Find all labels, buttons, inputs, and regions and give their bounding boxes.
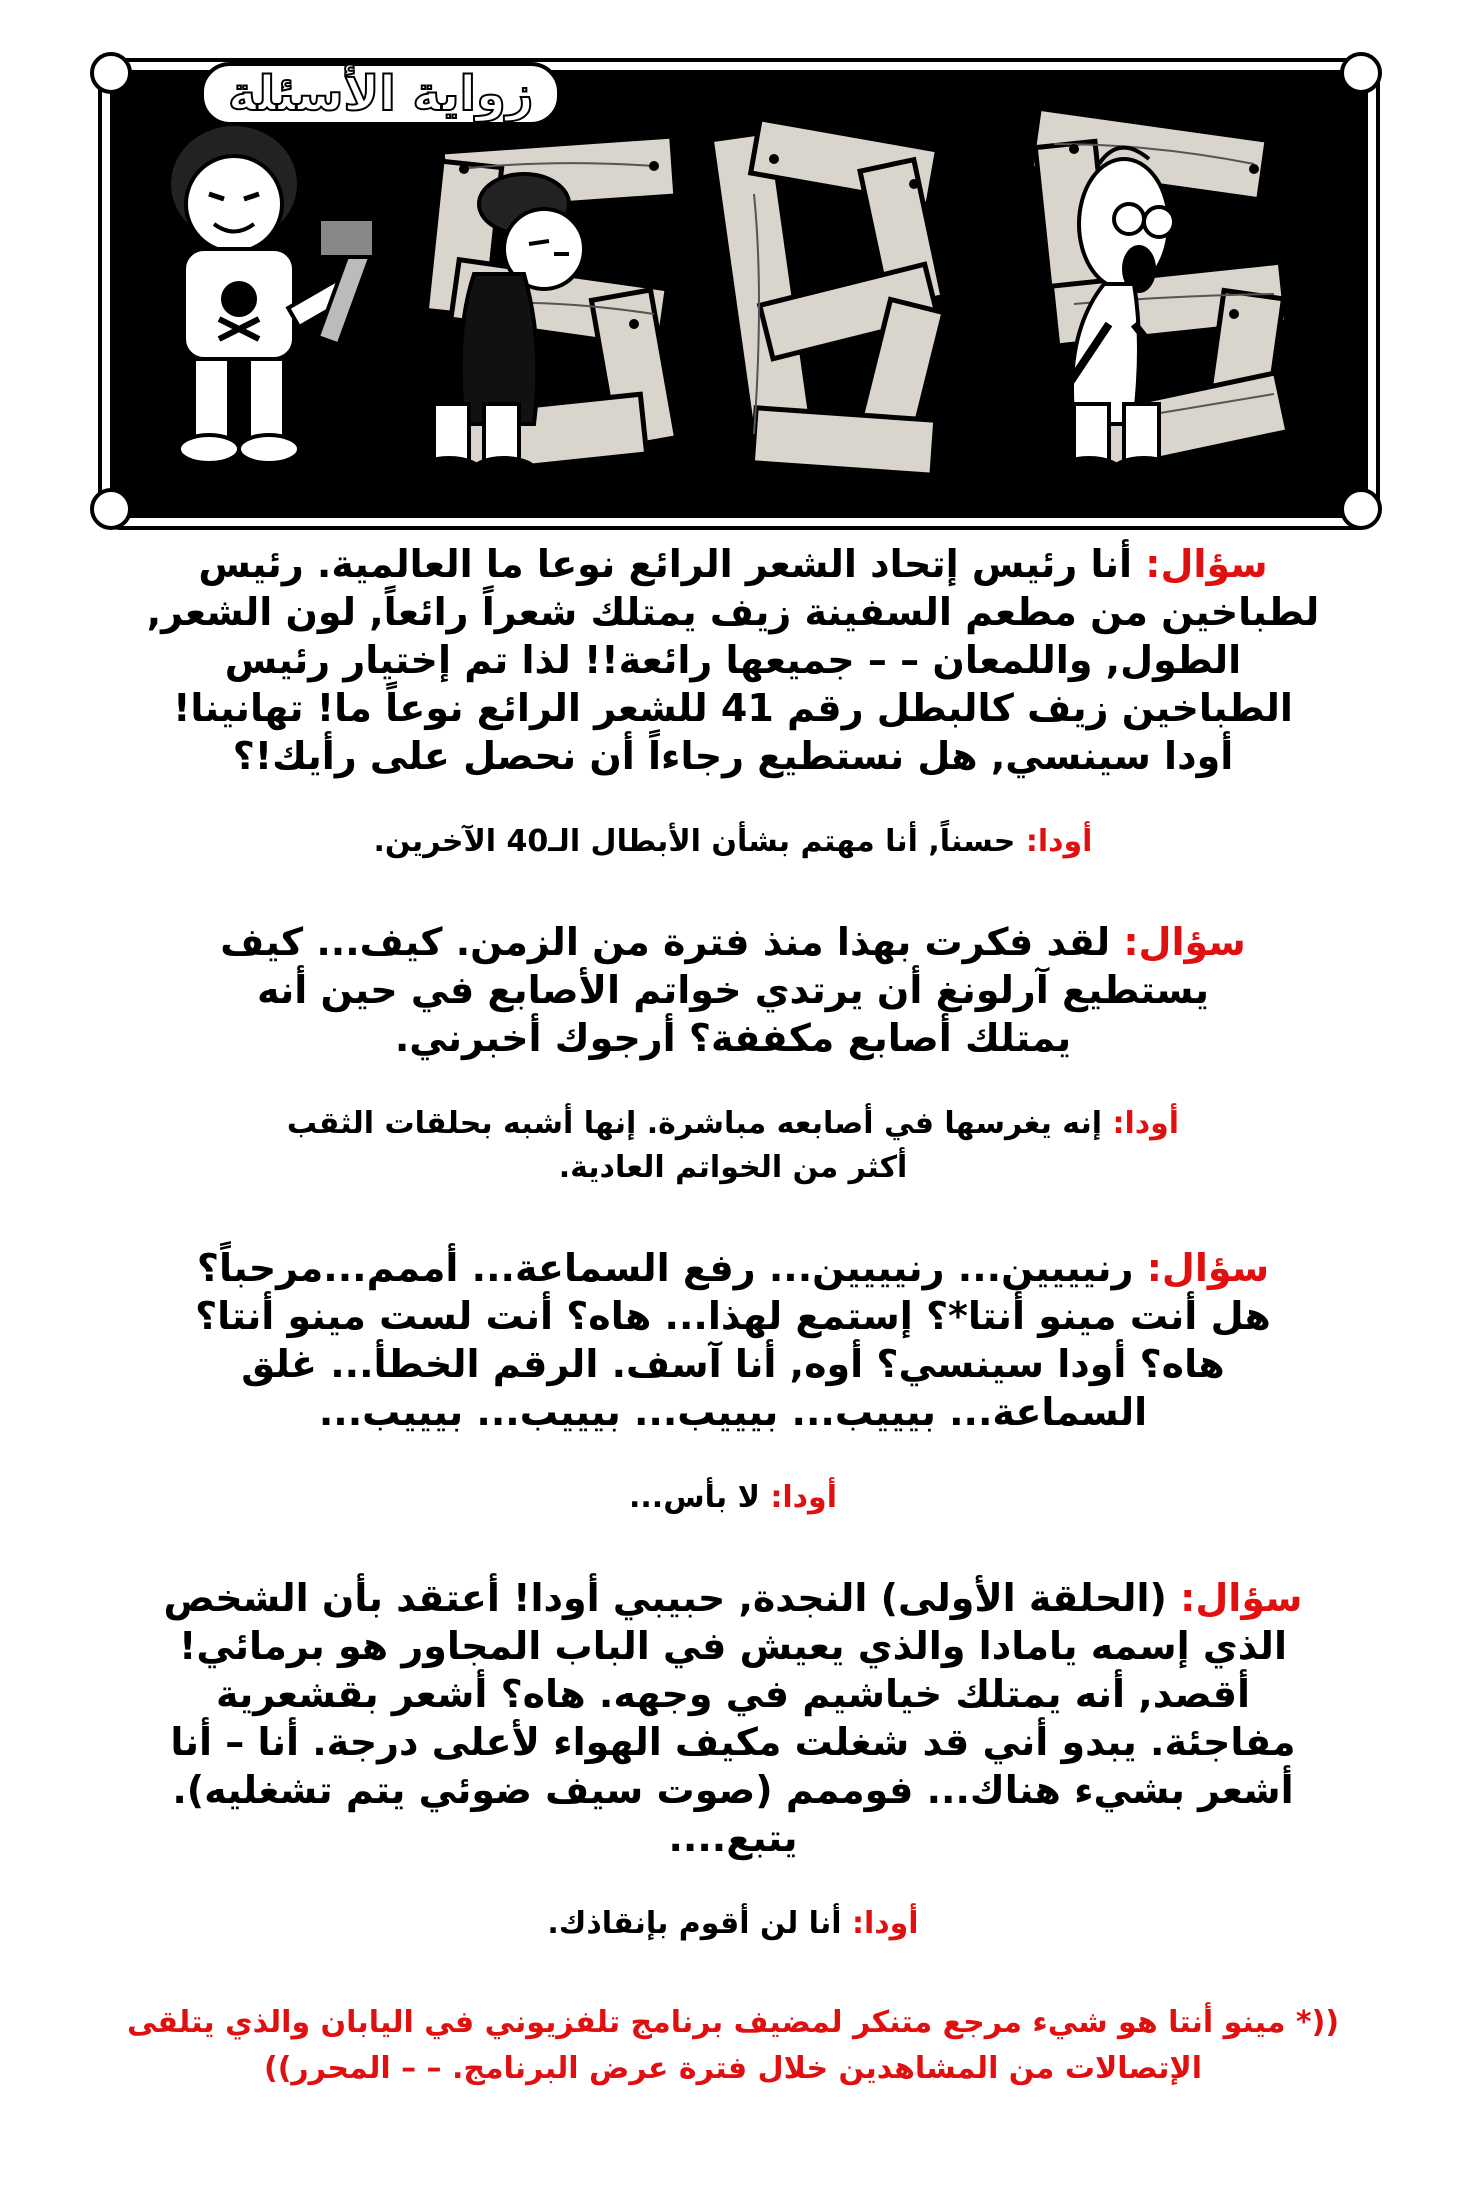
qa-section [0,540,1466,2092]
answer-block [183,820,1283,864]
question-block [193,1244,1273,1436]
answer-text: أنا لن أقوم بإنقاذك. [547,1906,842,1941]
frame-curl-decoration [1340,52,1382,94]
answer-block [283,1102,1183,1190]
question-label: سؤال: [1146,1246,1270,1290]
footnote: ((* مينو أنتا هو شيء مرجع متنكر لمضيف برنامج تلفزيوني في اليابان والذي يتلقى الإتصالات من المشاهدين خلال فترة عرض البرنامج. – – المحرر)) [126,2005,1340,2086]
question-label: سؤال: [1180,1576,1303,1620]
question-text: (الحلقة الأولى) النجدة, حبيبي أودا! أعتقد بأن الشخص الذي إسمه يامادا والذي يعيش في الباب المجاور هو برمائي! أقصد, أنه يمتلك خياشيم في وجهه. هاه؟ أشعر بقشعرية مفاجئة. يبدو أني قد شغلت مكيف الهواء لأعلى درجة. أنا – أنا أشعر بشيء هناك... فوممم (صوت سيف ضوئي يتم تشغليه). يتبع.... [163,1576,1296,1860]
question-text: أنا رئيس إتحاد الشعر الرائع نوعا ما العالمية. رئيس لطباخين من مطعم السفينة زيف يمتلك شعراً رائعاً, لون الشعر, الطول, واللمعان – – جميعها رائعة!! لذا تم إختيار رئيس الطباخين زيف كالبطل رقم 41 للشعر الرائع نوعاً ما! تهانينا! أودا سينسي, هل نستطيع رجاءاً أن نحصل على رأيك!؟ [146,542,1320,778]
answer-block [183,1476,1283,1520]
frame-curl-decoration [90,52,132,94]
question-label: سؤال: [1145,542,1268,586]
question-block [208,918,1258,1062]
answer-label: أودا: [770,1480,837,1515]
question-block [133,540,1333,780]
answer-label: أودا: [1025,824,1093,859]
frame-curl-decoration [1340,488,1382,530]
answer-block [183,1902,1283,1946]
question-label: سؤال: [1123,920,1246,964]
section-title: زواية الأسئلة [200,62,561,126]
answer-text: لا بأس... [629,1480,760,1515]
answer-text: إنه يغرسها في أصابعه مباشرة. إنها أشبه بحلقات الثقب أكثر من الخواتم العادية. [286,1106,1103,1185]
answer-label: أودا: [851,1906,919,1941]
answer-text: حسناً, أنا مهتم بشأن الأبطال الـ40 الآخرين. [373,824,1016,859]
answer-label: أودا: [1112,1106,1180,1141]
question-text: لقد فكرت بهذا منذ فترة من الزمن. كيف... كيف يستطيع آرلونغ أن يرتدي خواتم الأصابع في حين أنه يمتلك أصابع مكففة؟ أرجوك أخبرني. [220,920,1209,1060]
character-with-hammer [169,124,376,463]
frame-curl-decoration [90,488,132,530]
question-text: رنيييين... رنيييين... رفع السماعة... أممم...مرحباً؟ هل أنت مينو أنتا*؟ إستمع لهذا... هاه؟ أنت لست مينو أنتا؟ هاه؟ أودا سينسي؟ أوه, أنا آسف. الرقم الخطأ... غلق السماعة... بيييب... بيييب... بيييب... بيييب... [195,1246,1271,1434]
header-illustration [110,70,1368,518]
question-block [143,1574,1323,1862]
sbs-wooden-letters-illustration [114,74,1364,514]
